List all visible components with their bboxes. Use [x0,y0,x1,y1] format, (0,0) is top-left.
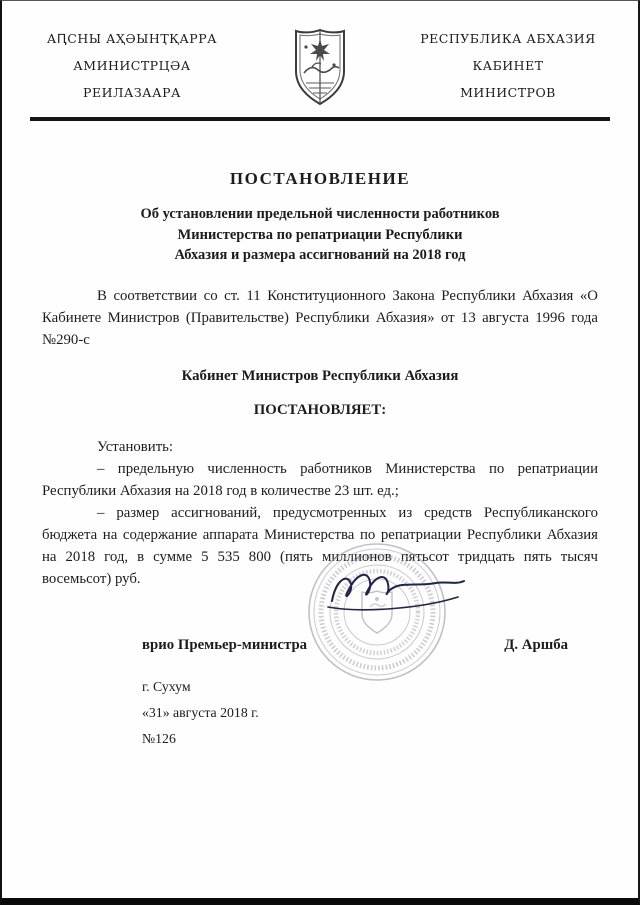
resolver-line: Кабинет Министров Республики Абхазия [181,368,459,385]
header-abkhaz-line: АМИНИСТРЦӘА [73,58,191,73]
signature-row [142,637,568,654]
signatory-position: врио Премьер-министра [142,636,308,653]
footer-date: «31» августа 2018 г. [142,704,259,720]
coat-of-arms-icon [285,25,355,107]
header-abkhaz-line: АԤСНЫ АҲӘЫНҬҚАРРА [46,31,218,46]
intro-paragraph: В соответствии со ст. 11 Конституционного Закона Республики Абхазия «О Кабинете Министров (Правительстве) Республики Абхазия» от 13 августа 1996 года №290-с [42,287,598,348]
signatory-name: Д. Аршба [504,636,568,653]
header-russian-line: МИНИСТРОВ [460,85,556,100]
body-lead: Установить: [97,439,174,456]
footer-number: №126 [142,730,176,746]
body-item: – размер ассигнований, предусмотренных из средств Республиканского бюджета на содержание аппарата Министерства по репатриации Республики Абхазия на 2018 год, в сумме 5 535 800 (пять миллионов пятьсот тридцать пять тысяч восемьсот) руб. [42,505,598,587]
header-russian-line: КАБИНЕТ [472,58,544,73]
header-russian-block [408,25,608,106]
body-item: – предельную численность работников Министерства по репатриации Республики Абхазия на 2018 год в количестве 23 шт. ед.; [42,461,598,500]
header-abkhaz-block [32,25,232,106]
document-title: ПОСТАНОВЛЕНИЕ [229,169,411,188]
document-header [2,1,638,107]
subtitle-line: Абхазия и размера ассигнований на 2018 год [174,247,466,264]
header-russian-line: РЕСПУБЛИКА АБХАЗИЯ [420,31,596,46]
resolves-line: ПОСТАНОВЛЯЕТ: [253,402,387,419]
header-abkhaz-line: РЕИЛАЗААРА [83,85,181,100]
header-divider [30,117,610,121]
handwritten-signature [324,567,474,617]
subtitle-line: Министерства по репатриации Республики [177,226,463,243]
document-subtitle [2,204,638,266]
subtitle-line: Об установлении предельной численности работников [140,206,500,222]
footer-city: г. Сухум [142,678,191,694]
